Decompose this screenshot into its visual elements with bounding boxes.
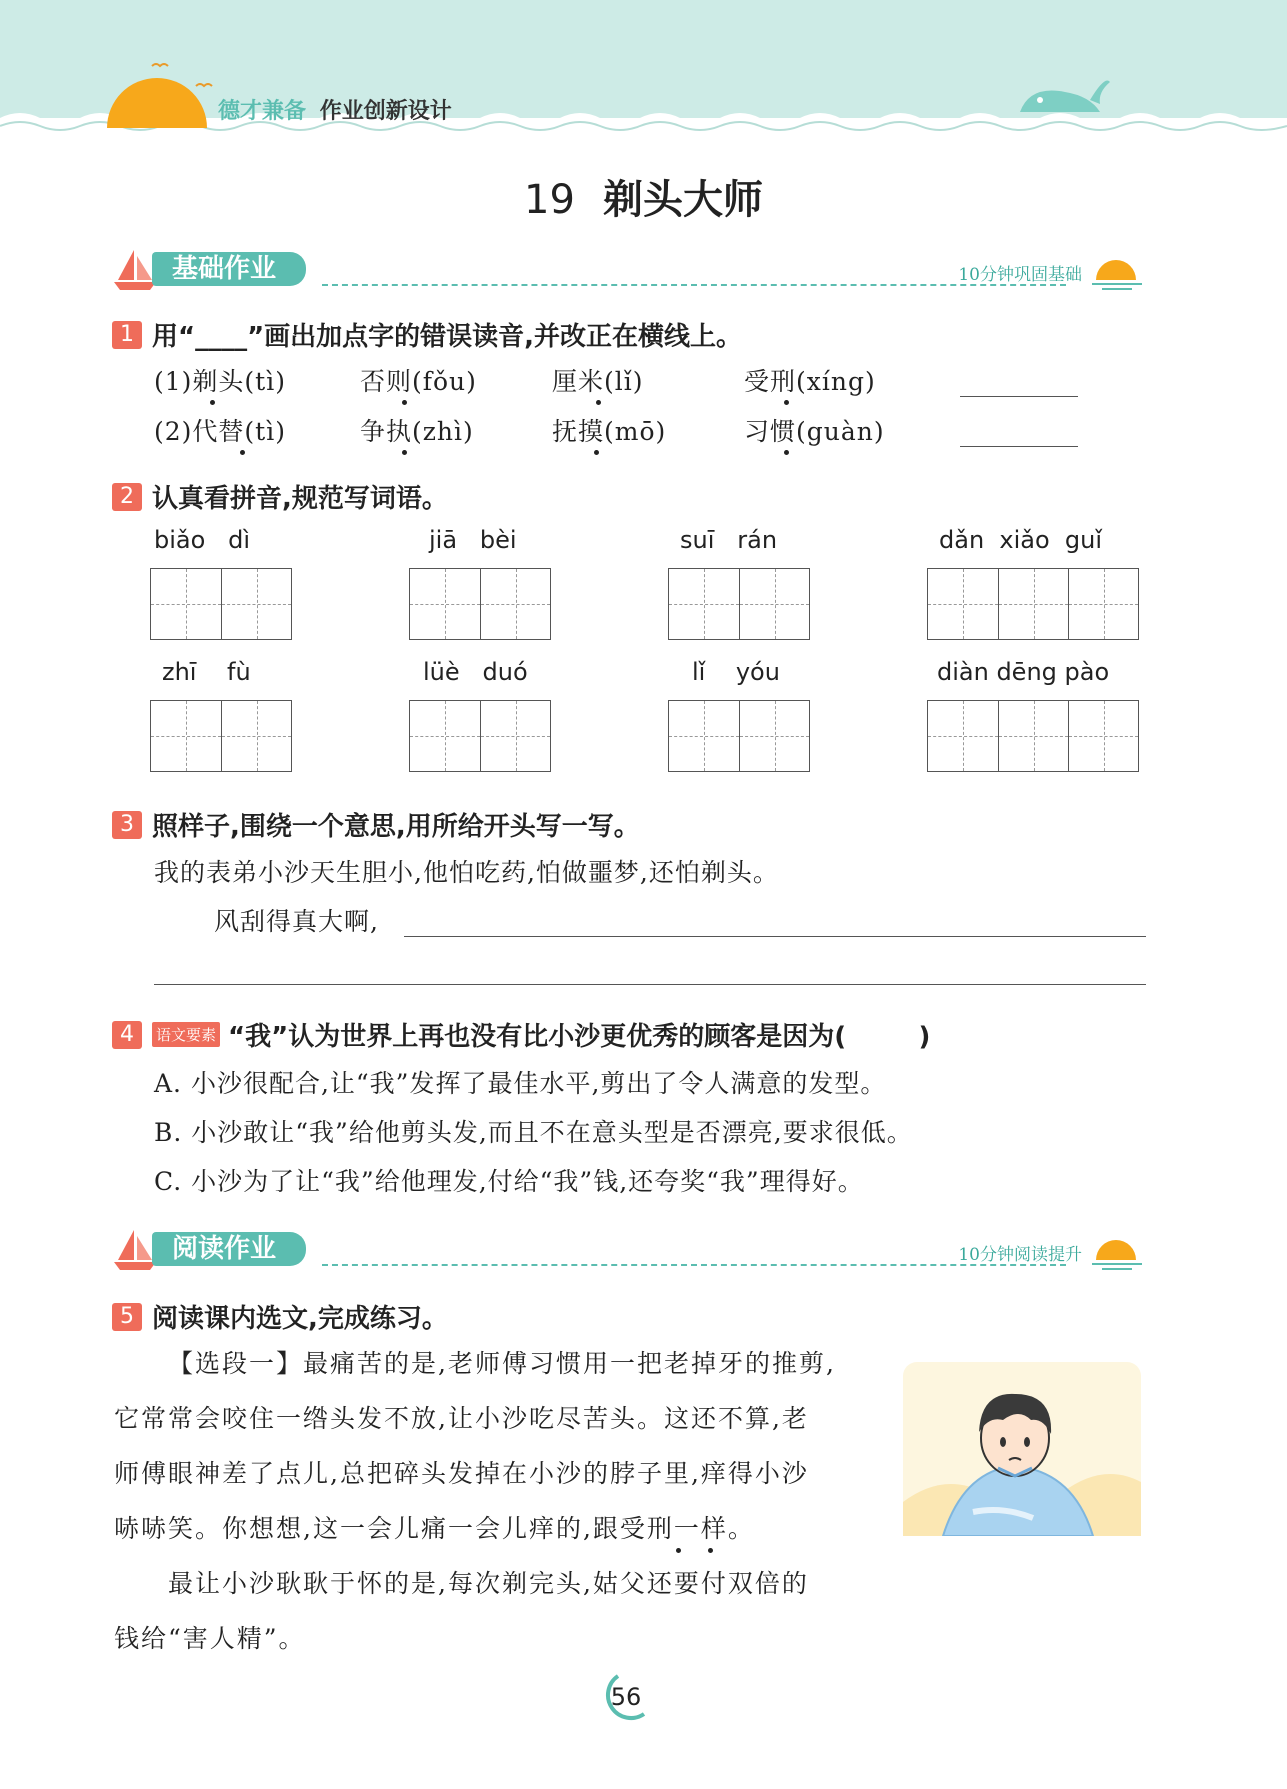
q1-item: 抚摸(mō) (552, 417, 667, 446)
q1-item: 否则(fǒu) (360, 367, 477, 396)
passage-line: 师傅眼神差了点儿,总把碎头发掉在小沙的脖子里,痒得小沙 (114, 1459, 809, 1488)
example-sentence: 我的表弟小沙天生胆小,他怕吃药,怕做噩梦,还怕剃头。 (154, 858, 779, 887)
lesson-number: 19 (524, 177, 575, 223)
q1-item: (1)剃头(tì) (154, 367, 286, 396)
emphasis-dot (708, 1548, 713, 1553)
pinyin-label: zhī fù (162, 658, 251, 686)
q1-item: 厘米(lǐ) (552, 367, 644, 396)
pinyin-label: diàn dēng pào (937, 658, 1110, 686)
emphasis-dot (210, 400, 215, 405)
word-item (150, 526, 292, 640)
writing-grid[interactable] (409, 568, 551, 640)
answer-line[interactable] (154, 964, 1146, 985)
writing-grid[interactable] (150, 700, 292, 772)
question-1 (112, 316, 742, 353)
question-3 (112, 806, 640, 843)
skill-badge: 语文要素 (152, 1022, 220, 1047)
boy-haircut-illustration (903, 1362, 1141, 1536)
pinyin-label: biǎo dì (154, 526, 251, 554)
answer-line[interactable] (960, 446, 1078, 447)
answer-line[interactable] (404, 916, 1146, 937)
writing-grid[interactable] (927, 700, 1139, 772)
q1-item: 习惯(guàn) (744, 417, 885, 446)
section-tag: 10分钟阅读提升 (958, 1245, 1082, 1265)
question-text: “我”认为世界上再也没有比小沙更优秀的顾客是因为( ) (228, 1022, 931, 1052)
writing-grid[interactable] (668, 568, 810, 640)
writing-grid[interactable] (409, 700, 551, 772)
question-number: 4 (112, 1021, 142, 1049)
sunset-icon (1088, 252, 1146, 292)
passage-line: 钱给“害人精”。 (114, 1624, 306, 1653)
section-divider (322, 284, 1066, 286)
answer-line[interactable] (960, 396, 1078, 397)
emphasis-dot (676, 1548, 681, 1553)
header-banner (0, 0, 1287, 150)
page-title (0, 168, 1287, 225)
pinyin-label: suī rán (680, 526, 778, 554)
emphasis-dot (402, 400, 407, 405)
section-tag: 10分钟巩固基础 (958, 265, 1082, 285)
question-text: 阅读课内选文,完成练习。 (152, 1304, 448, 1334)
pinyin-label: lǐ yóu (692, 658, 780, 686)
word-item (668, 526, 810, 640)
passage-line: 【选段一】最痛苦的是,老师傅习惯用一把老掉牙的推剪, (168, 1349, 836, 1378)
page-number: 56 (610, 1683, 642, 1711)
section-reading-header (112, 1226, 1146, 1272)
writing-grid[interactable] (927, 568, 1139, 640)
reading-passage (114, 1336, 894, 1666)
writing-grid[interactable] (150, 568, 292, 640)
question-number: 5 (112, 1303, 142, 1331)
word-item (409, 526, 551, 640)
sentence-start: 风刮得真大啊, (214, 907, 379, 936)
question-text: 认真看拼音,规范写词语。 (152, 484, 448, 514)
word-item (927, 526, 1139, 640)
pinyin-label: dǎn xiǎo guǐ (939, 526, 1103, 554)
header-subtitle: 作业创新设计 (319, 99, 452, 124)
pinyin-label: jiā bèi (429, 526, 517, 554)
question-text: 照样子,围绕一个意思,用所给开头写一写。 (152, 812, 640, 842)
word-item (927, 658, 1139, 772)
passage-line: 哧哧笑。你想想,这一会儿痛一会儿痒的,跟受刑一样。 (114, 1514, 755, 1543)
question-number: 3 (112, 811, 142, 839)
emphasis-dot (594, 450, 599, 455)
header-brand: 德才兼备 (218, 99, 307, 124)
question-number: 1 (112, 321, 142, 349)
section-label: 基础作业 (152, 252, 306, 286)
lesson-title: 剃头大师 (602, 177, 763, 223)
question-text: 用“____”画出加点字的错误读音,并改正在横线上。 (152, 322, 743, 352)
emphasis-dot (784, 450, 789, 455)
question-4 (112, 1016, 930, 1053)
option-a[interactable]: A. 小沙很配合,让“我”发挥了最佳水平,剪出了令人满意的发型。 (154, 1069, 887, 1098)
q1-item: 受刑(xíng) (744, 367, 876, 396)
word-item (668, 658, 810, 772)
question-5 (112, 1298, 448, 1335)
option-c[interactable]: C. 小沙为了让“我”给他理发,付给“我”钱,还夸奖“我”理得好。 (154, 1167, 864, 1196)
pinyin-label: lüè duó (423, 658, 528, 686)
q1-item: 争执(zhì) (360, 417, 474, 446)
q1-item: (2)代替(tì) (154, 417, 286, 446)
header-title (218, 94, 452, 125)
question-number: 2 (112, 483, 142, 511)
option-b[interactable]: B. 小沙敢让“我”给他剪头发,而且不在意头型是否漂亮,要求很低。 (154, 1118, 913, 1147)
writing-grid[interactable] (668, 700, 810, 772)
emphasis-dot (596, 400, 601, 405)
sunset-icon (1088, 1232, 1146, 1272)
emphasis-dot (784, 400, 789, 405)
word-item (409, 658, 551, 772)
emphasis-dot (240, 450, 245, 455)
section-label: 阅读作业 (152, 1232, 306, 1266)
word-item (150, 658, 292, 772)
section-basic-header (112, 246, 1146, 292)
emphasis-dot (402, 450, 407, 455)
passage-line: 最让小沙耿耿于怀的是,每次剃完头,姑父还要付双倍的 (168, 1569, 809, 1598)
section-divider (322, 1264, 1066, 1266)
question-2 (112, 478, 448, 515)
passage-line: 它常常会咬住一绺头发不放,让小沙吃尽苦头。这还不算,老 (114, 1404, 809, 1433)
